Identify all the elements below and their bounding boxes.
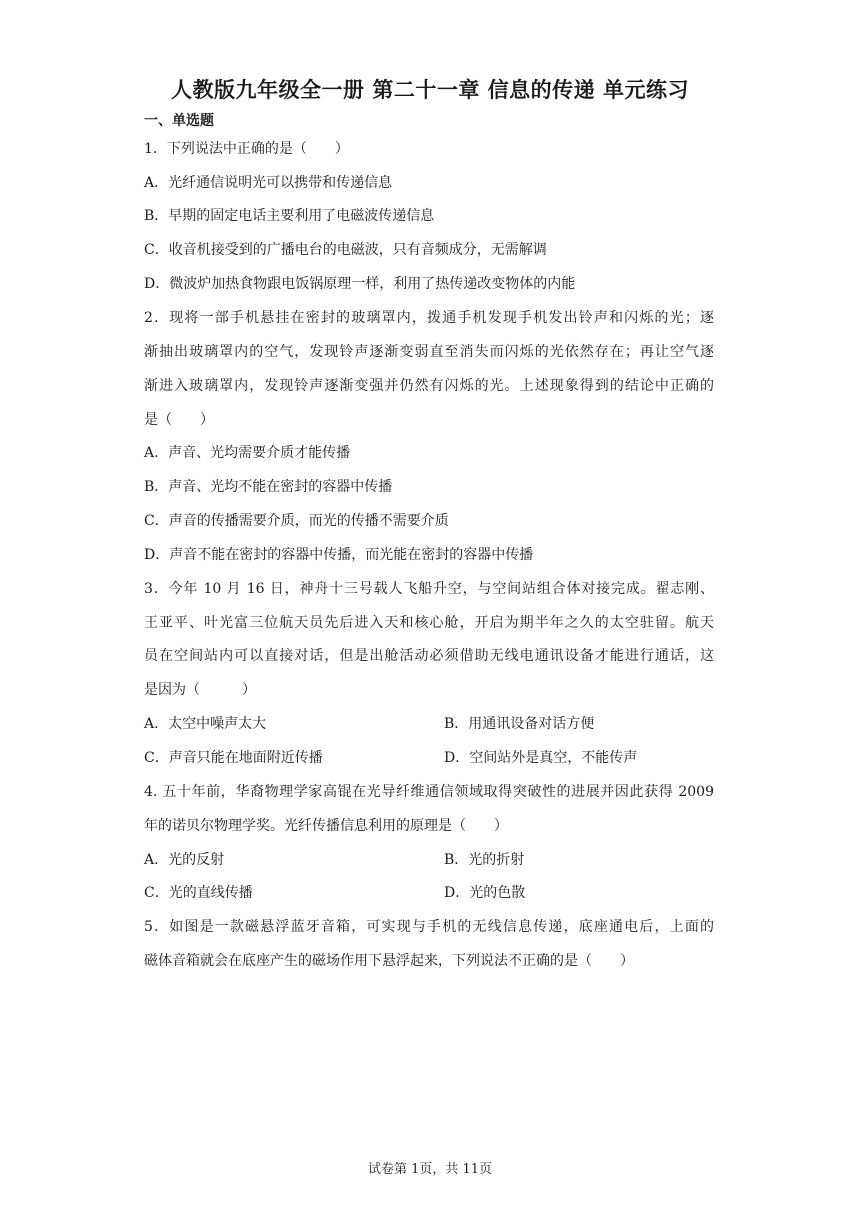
question-2-option-a: A．声音、光均需要介质才能传播 xyxy=(144,445,351,461)
question-1-option-c: C．收音机接受到的广播电台的电磁波，只有音频成分，无需解调 xyxy=(144,242,547,258)
question-2-option-d: D．声音不能在密封的容器中传播，而光能在密封的容器中传播 xyxy=(144,547,534,563)
question-2-option-b: B．声音、光均不能在密封的容器中传播 xyxy=(144,479,393,495)
question-2-stem-line-3: 渐进入玻璃罩内，发现铃声逐渐变强并仍然有闪烁的光。上述现象得到的结论中正确的 xyxy=(144,378,714,394)
question-3-option-d: D．空间站外是真空，不能传声 xyxy=(444,750,638,766)
question-2-stem-line-1: 2．现将一部手机悬挂在密封的玻璃罩内，拨通手机发现手机发出铃声和闪烁的光；逐 xyxy=(144,310,714,326)
question-4-option-a: A．光的反射 xyxy=(144,852,225,868)
question-3-stem-line-4: 是因为（ ） xyxy=(144,682,256,698)
question-1-option-a: A．光纤通信说明光可以携带和传递信息 xyxy=(144,175,393,191)
question-4-option-c: C．光的直线传播 xyxy=(144,885,253,901)
page-footer: 试卷第 1页，共 11页 xyxy=(367,1162,493,1177)
question-5-stem-line-1: 5．如图是一款磁悬浮蓝牙音箱，可实现与手机的无线信息传递，底座通电后，上面的 xyxy=(144,919,714,935)
section-heading: 一、单选题 xyxy=(144,113,214,129)
question-4-stem-line-2: 年的诺贝尔物理学奖。光纤传播信息利用的原理是（ ） xyxy=(144,818,508,834)
question-3-stem-line-1: 3．今年 10 月 16 日，神舟十三号载人飞船升空，与空间站组合体对接完成。翟志刚、 xyxy=(144,581,714,597)
question-1-option-b: B．早期的固定电话主要利用了电磁波传递信息 xyxy=(144,208,435,224)
question-4-option-b: B．光的折射 xyxy=(444,852,525,868)
question-3-option-c: C．声音只能在地面附近传播 xyxy=(144,750,323,766)
question-4-stem-line-1: 4. 五十年前，华裔物理学家高锟在光导纤维通信领域取得突破性的进展并因此获得 2009 xyxy=(144,784,714,800)
question-3-option-b: B．用通讯设备对话方便 xyxy=(444,716,595,732)
question-5-stem-line-2: 磁体音箱就会在底座产生的磁场作用下悬浮起来，下列说法不正确的是（ ） xyxy=(144,953,634,969)
question-3-option-a: A．太空中噪声太大 xyxy=(144,716,267,732)
question-2-option-c: C．声音的传播需要介质，而光的传播不需要介质 xyxy=(144,513,449,529)
question-4-option-d: D．光的色散 xyxy=(444,885,526,901)
question-3-stem-line-3: 员在空间站内可以直接对话，但是出舱活动必须借助无线电通讯设备才能进行通话，这 xyxy=(144,648,714,664)
question-1-stem: 1．下列说法中正确的是（ ） xyxy=(144,141,349,157)
page-title: 人教版九年级全一册 第二十一章 信息的传递 单元练习 xyxy=(171,78,689,102)
question-3-stem-line-2: 王亚平、叶光富三位航天员先后进入天和核心舱，开启为期半年之久的太空驻留。航天 xyxy=(144,615,714,631)
question-1-option-d: D．微波炉加热食物跟电饭锅原理一样，利用了热传递改变物体的内能 xyxy=(144,276,576,292)
question-2-stem-line-4: 是（ ） xyxy=(144,412,214,428)
question-2-stem-line-2: 渐抽出玻璃罩内的空气，发现铃声逐渐变弱直至消失而闪烁的光依然存在；再让空气逐 xyxy=(144,344,714,360)
